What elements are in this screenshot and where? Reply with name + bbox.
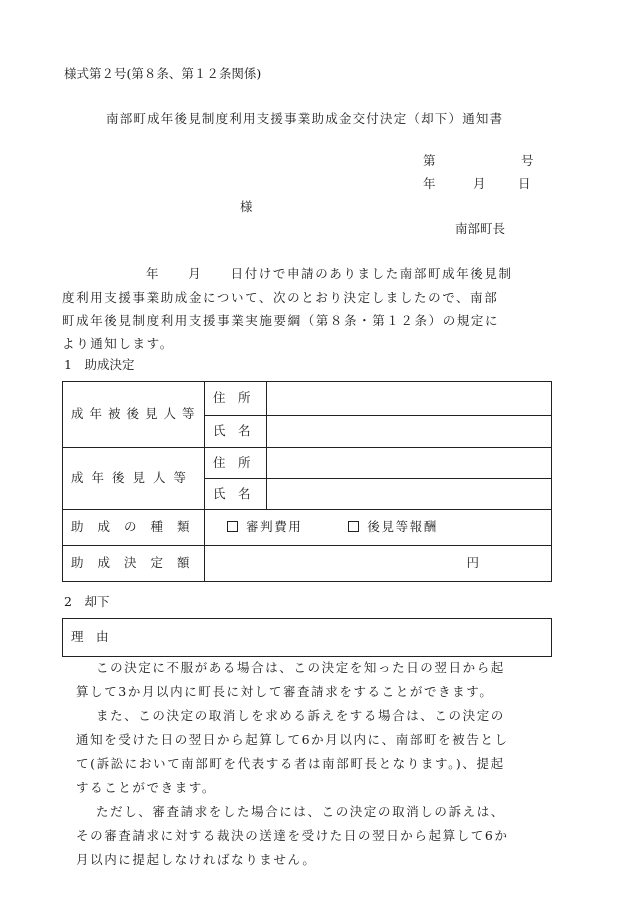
section-1-heading: 1 助成決定 [64,357,135,372]
rejection-table [62,618,552,657]
note-3-line-3: 月以内に提起しなければなりません。 [76,852,317,867]
date-year: 年 [423,176,436,191]
guardian-address-label: 住 所 [205,448,267,479]
note-3-line-2: その審査請求に対する裁決の送達を受けた日の翌日から起算して6か [76,828,509,843]
guardian-fee-checkbox[interactable] [348,521,359,532]
grant-type-label: 助成の種類 [63,510,205,546]
doc-number-prefix: 第 [423,153,436,168]
doc-number-suffix: 号 [521,153,534,168]
guardian-address-value [267,448,552,479]
note-1-line-2: 算して3か月以内に町長に対して審査請求をすることができます。 [76,684,494,699]
note-2-line-3: て(訴訟において南部町を代表する者は南部町長となります。)、提起 [76,756,505,771]
intro-line-1: 年 月 日付けで申請のありました南部町成年後見制 [146,266,513,281]
addressee-suffix: 様 [240,199,253,214]
trial-fee-label: 審判費用 [246,519,303,535]
grant-amount-value: 円 [205,546,552,582]
reason-label: 理 由 [63,619,552,657]
note-2-line-1: また、この決定の取消しを求める訴えをする場合は、この決定の [96,708,505,723]
grant-amount-label: 助成決定額 [63,546,205,582]
guardian-label: 成年後見人等 [63,448,205,510]
intro-line-3: 町成年後見制度利用支援事業実施要綱（第８条・第１２条）の規定に [62,313,500,328]
section-2-heading: 2 却下 [64,594,110,609]
note-1-line-1: この決定に不服がある場合は、この決定を知った日の翌日から起 [96,660,505,675]
guardian-name-label: 氏 名 [205,479,267,510]
ward-label: 成年被後見人等 [63,382,205,448]
intro-line-4: より通知します。 [62,336,174,351]
note-2-line-2: 通知を受けた日の翌日から起算して6か月以内に、南部町を被告とし [76,732,509,747]
ward-address-label: 住 所 [205,382,267,416]
date-day: 日 [518,176,531,191]
guardian-fee-label: 後見等報酬 [367,519,438,535]
ward-name-label: 氏 名 [205,416,267,448]
guardian-name-value [267,479,552,510]
date-month: 月 [473,176,486,191]
ward-address-value [267,382,552,416]
intro-line-2: 度利用支援事業助成金について、次のとおり決定しましたので、南部 [62,290,499,305]
trial-fee-checkbox[interactable] [227,521,238,532]
ward-name-value [267,416,552,448]
form-number: 様式第２号(第８条、第１２条関係) [64,66,262,81]
note-2-line-4: することができます。 [76,780,217,795]
issuer: 南部町長 [455,221,506,236]
document-title: 南部町成年後見制度利用支援事業助成金交付決定（却下）通知書 [106,111,504,126]
grant-type-options [205,510,552,546]
note-3-line-1: ただし、審査請求をした場合には、この決定の取消しの訴えは、 [96,804,505,819]
grant-decision-table [62,381,552,582]
